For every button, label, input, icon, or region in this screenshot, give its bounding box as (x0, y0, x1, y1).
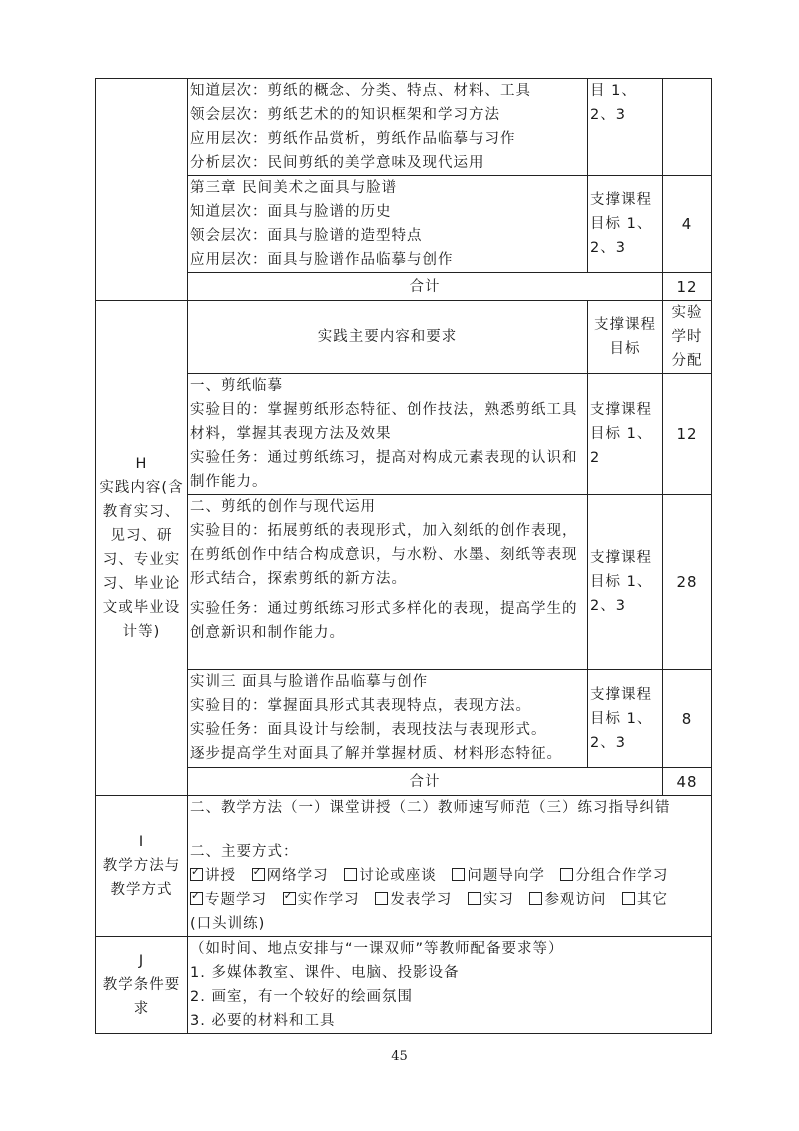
practice-item-2-hours: 28 (663, 495, 712, 670)
mode-option-other[interactable]: 其它 (622, 892, 668, 908)
section-h-header-target: 支撑课程目标 (588, 301, 663, 374)
section-j-label-cell (96, 937, 188, 1034)
practice-item-line: 实验任务：通过剪纸练习，提高对构成元素表现的认识和制作能力。 (190, 450, 578, 490)
section-g-total-hours: 12 (663, 273, 712, 301)
checkbox-empty-icon[interactable] (375, 892, 388, 905)
condition-line: 3. 必要的材料和工具 (190, 1013, 336, 1029)
section-h-header-hours: 实验学时分配 (663, 301, 712, 374)
section-g-total-label: 合计 (188, 273, 663, 301)
page-number: 45 (391, 1049, 408, 1064)
practice-item-1-hours: 12 (663, 374, 712, 495)
chapter3-content (188, 176, 588, 273)
chapter2-line: 知道层次：剪纸的概念、分类、特点、材料、工具 (190, 83, 531, 99)
practice-item-3-hours: 8 (663, 670, 712, 768)
syllabus-table (95, 78, 712, 1034)
practice-item-line: 逐步提高学生对面具了解并掌握材质、材料形态特征。 (190, 746, 562, 762)
section-i-letter: I (138, 834, 145, 850)
checkbox-checked-icon[interactable] (190, 892, 203, 905)
section-j-title: 教学条件要求 (102, 977, 181, 1017)
checkbox-empty-icon[interactable] (468, 892, 481, 905)
checkbox-empty-icon[interactable] (452, 868, 465, 881)
practice-item-line: 实验任务：面具设计与绘制，表现技法与表现形式。 (190, 722, 547, 738)
chapter2-hours (663, 79, 712, 176)
practice-item-1-target: 支撑课程目标 1、2 (588, 374, 663, 495)
practice-item-3-target: 支撑课程目标 1、2、3 (588, 670, 663, 768)
practice-item-line: 实训三 面具与脸谱作品临摹与创作 (190, 674, 429, 690)
chapter3-line: 知道层次：面具与脸谱的历史 (190, 204, 392, 220)
mode-option-problem-based[interactable]: 问题导向学 (452, 868, 545, 884)
chapter2-line: 分析层次：民间剪纸的美学意味及现代运用 (190, 155, 485, 171)
practice-item-2-target: 支撑课程目标 1、2、3 (588, 495, 663, 670)
practice-item-line: 实验目的：掌握剪纸形态特征、创作技法，熟悉剪纸工具材料，掌握其表现方法及效果 (190, 402, 578, 442)
section-g-label-cell (96, 79, 188, 301)
checkbox-checked-icon[interactable] (190, 868, 203, 881)
section-h-title: 实践内容(含教育实习、见习、研习、专业实习、毕业论文或毕业设计等) (99, 480, 184, 640)
checkbox-empty-icon[interactable] (344, 868, 357, 881)
practice-item-1 (188, 374, 588, 495)
teaching-conditions-cell (188, 937, 712, 1034)
teaching-modes-row-2 (190, 888, 709, 912)
teaching-methods-line: 二、教学方法（一）课堂讲授（二）教师速写师范（三）练习指导纠错 (190, 800, 671, 816)
condition-line: （如时间、地点安排与“一课双师”等教师配备要求等） (190, 941, 564, 957)
section-h-total-hours: 48 (663, 768, 712, 796)
chapter2-line: 应用层次：剪纸作品赏析，剪纸作品临摹与习作 (190, 131, 516, 147)
chapter2-target: 目 1、2、3 (588, 79, 663, 176)
mode-option-internship[interactable]: 实习 (468, 892, 514, 908)
syllabus-table-page (95, 78, 711, 1034)
section-h-letter: H (135, 456, 148, 472)
checkbox-empty-icon[interactable] (529, 892, 542, 905)
mode-option-presentation[interactable]: 发表学习 (375, 892, 452, 908)
section-i-title: 教学方法与教学方式 (102, 858, 181, 898)
practice-item-line: 一、剪纸临摹 (190, 378, 283, 394)
teaching-modes-heading: 二、主要方式： (190, 844, 299, 860)
section-h-label-cell (96, 301, 188, 796)
section-i-label-cell (96, 796, 188, 937)
chapter2-content (188, 79, 588, 176)
mode-option-lecture[interactable]: ✓讲授 (190, 868, 236, 884)
mode-option-group[interactable]: 分组合作学习 (560, 868, 668, 884)
practice-item-line: 实验目的：拓展剪纸的表现形式，加入刻纸的创作表现，在剪纸创作中结合构成意识，与水粉、水墨、刻纸等表现形式结合，探索剪纸的新方法。 (190, 523, 578, 587)
mode-option-online[interactable]: ✓ 网络学习 (252, 868, 329, 884)
other-note: (口头训练) (190, 916, 266, 932)
condition-line: 1. 多媒体教室、课件、电脑、投影设备 (190, 965, 460, 981)
practice-item-line: 实验任务：通过剪纸练习形式多样化的表现，提高学生的创意新识和制作能力。 (190, 601, 578, 641)
mode-option-practice[interactable]: ✓ 实作学习 (283, 892, 360, 908)
checkbox-empty-icon[interactable] (622, 892, 635, 905)
chapter3-line: 领会层次：面具与脸谱的造型特点 (190, 228, 423, 244)
section-h-total-label: 合计 (188, 768, 663, 796)
practice-item-3 (188, 670, 588, 768)
chapter2-line: 领会层次：剪纸艺术的的知识框架和学习方法 (190, 107, 500, 123)
practice-item-line: 实验目的：掌握面具形式其表现特点，表现方法。 (190, 698, 531, 714)
section-j-letter: J (138, 953, 145, 969)
mode-option-visit[interactable]: 参观访问 (529, 892, 606, 908)
mode-option-topic[interactable]: ✓专题学习 (190, 892, 267, 908)
practice-item-2 (188, 495, 588, 670)
checkbox-empty-icon[interactable] (560, 868, 573, 881)
teaching-methods-cell (188, 796, 712, 937)
checkbox-checked-icon[interactable] (252, 868, 265, 881)
checkbox-checked-icon[interactable] (283, 892, 296, 905)
chapter3-line: 第三章 民间美术之面具与脸谱 (190, 180, 398, 196)
mode-option-discussion[interactable]: 讨论或座谈 (344, 868, 437, 884)
section-h-header-content: 实践主要内容和要求 (188, 301, 588, 374)
condition-line: 2. 画室，有一个较好的绘画氛围 (190, 989, 413, 1005)
chapter3-line: 应用层次：面具与脸谱作品临摹与创作 (190, 252, 454, 268)
teaching-modes-row-1 (190, 864, 709, 888)
chapter3-target: 支撑课程目标 1、2、3 (588, 176, 663, 273)
practice-item-line: 二、剪纸的创作与现代运用 (190, 499, 376, 515)
chapter3-hours: 4 (663, 176, 712, 273)
